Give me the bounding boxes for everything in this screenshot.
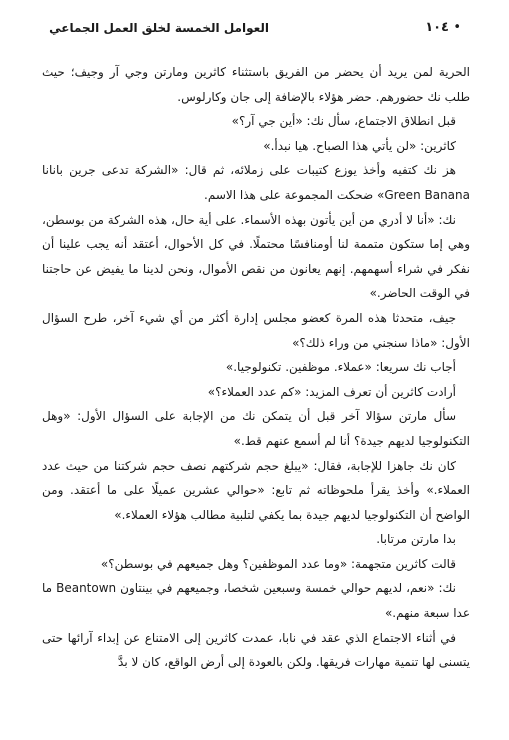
chapter-title: العوامل الخمسة لخلق العمل الجماعي [49,21,269,35]
paragraph: في أثناء الاجتماع الذي عقد في نابا، عمدت كاثرين إلى الامتناع عن إبداء آرائها حتى يتسنى لها تنمية مهارات فريقها. ولكن بالعودة إلى أرض الواقع، كان لا بدَّ [42,630,470,670]
paragraph: أجاب نك سريعا: «عملاء. موظفين. تكنولوجيا.» [225,360,456,375]
paragraph: قالت كاثرين متجهمة: «وما عدد الموظفين؟ وهل جميعهم في بوسطن؟» [100,556,456,571]
paragraph: هز نك كتفيه وأخذ يوزع كتيبات على زملائه، ثم قال: «الشركة تدعى جرين بانانا Green Banana» ضحكت المجموعة على هذا الاسم. [42,163,470,202]
header-bullet: • [453,20,461,35]
page-number: ١٠٤ [425,20,449,35]
paragraph: سأل مارتن سؤالا آخر قبل أن يتمكن نك من الإجابة على السؤال الأول: «وهل التكنولوجيا لديهم جيدة؟ أنا لم أسمع عنهم قط.» [42,409,470,448]
page-body [42,60,470,675]
paragraph: نك: «نعم، لديهم حوالي خمسة وسبعين شخصا، وجميعهم في بينتاون Beantown ما عدا سبعة منهم.» [42,581,470,621]
paragraph: نك: «أنا لا أدري من أين يأتون بهذه الأسماء. على أية حال، هذه الشركة من بوسطن، وهي إما ستكون متممة لنا أومنافسًا محتملًا. في كل الأحوال، أعتقد أنه يجب علينا أن نفكر في شراء أسهمهم. إنهم يعانون من نقص الأموال، ونحن لدينا ما يفيض عن حاجتنا في الوقت الحاضر.» [42,212,470,301]
running-header [0,18,509,42]
paragraph: جيف، متحدثا هذه المرة كعضو مجلس إدارة أكثر من أي شيء آخر، طرح السؤال الأول: «ماذا سنجني من وراء ذلك؟» [42,310,470,350]
paragraph: بدا مارتن مرتابا. [376,532,456,547]
paragraph: أرادت كاثرين أن تعرف المزيد: «كم عدد العملاء؟» [207,384,456,399]
paragraph: قبل انطلاق الاجتماع، سأل نك: «أين جي آر؟» [231,114,456,129]
paragraph: كان نك جاهزا للإجابة، فقال: «يبلغ حجم شركتهم نصف حجم شركتنا من حيث عدد العملاء.» وأخذ يقرأ ملحوظاته ثم تابع: «حوالي عشرين عميلًا على ما أعتقد. ومن الواضح أن التكنولوجيا لديهم جيدة بما يكفي لتلبية مطالب هؤلاء العملاء.» [42,458,470,522]
paragraph: كاثرين: «لن يأتي هذا الصباح. هيا نبدأ.» [263,138,456,153]
paragraph: الحرية لمن يريد أن يحضر من الفريق باستثناء كاثرين ومارتن وجي آر وجيف؛ حيث طلب نك حضورهم. حضر هؤلاء بالإضافة إلى جان وكارلوس. [42,65,470,104]
